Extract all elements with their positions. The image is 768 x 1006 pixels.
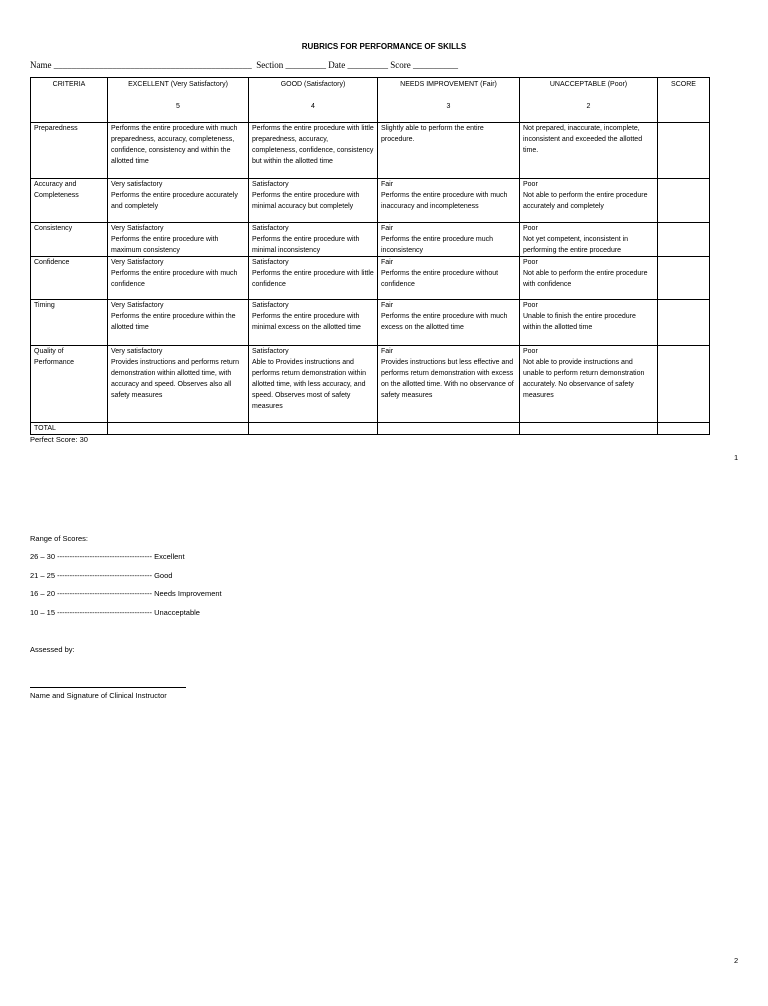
total-label: TOTAL [31,423,108,435]
score-cell[interactable] [658,223,710,257]
excellent-cell-text: Provides instructions and performs return demonstration within allotted time, with accuracy and speed. Observes also all safety measures [111,359,239,399]
assessed-by-label: Assessed by: [30,645,75,654]
needs-cell-text: Performs the entire procedure much inconsistency [381,236,494,254]
unacceptable-cell-text: Poor [523,348,538,355]
score-cell[interactable] [658,123,710,179]
unacceptable-cell [520,300,658,346]
good-cell-text: Satisfactory [252,259,289,266]
rubric-row [31,223,710,257]
good-cell [249,179,378,223]
criteria-cell: Accuracy and Completeness [31,179,108,223]
document-title: RUBRICS FOR PERFORMANCE OF SKILLS [301,42,467,51]
header-criteria: CRITERIA [31,78,108,123]
needs-cell [378,123,520,179]
page-number-1: 1 [734,453,739,462]
good-cell-text: Performs the entire procedure with minimal excess on the allotted time [252,313,361,331]
unacceptable-cell-text: Poor [523,225,538,232]
total-score-cell[interactable] [658,423,710,435]
rubric-row [31,257,710,300]
needs-cell-text: Fair [381,181,394,188]
excellent-cell-text: Very satisfactory [111,348,163,355]
good-cell-text: Satisfactory [252,181,289,188]
good-cell [249,223,378,257]
excellent-cell [108,257,249,300]
unacceptable-cell [520,179,658,223]
needs-cell [378,257,520,300]
good-cell [249,346,378,423]
signature-line [30,687,186,688]
score-cell[interactable] [658,300,710,346]
total-empty-cell [520,423,658,435]
needs-cell [378,300,520,346]
good-cell-text: Able to Provides instructions and performs return demonstration within allotted time, with less accuracy, and speed. Observes most of safety measures [252,359,366,410]
needs-cell [378,179,520,223]
excellent-cell-text: Performs the entire procedure with much preparedness, accuracy, completeness, confidence, consistency and within the allotted time [111,125,238,165]
needs-cell [378,223,520,257]
score-value-2: 2 [586,103,591,110]
range-of-scores-title: Range of Scores: [30,534,88,543]
good-cell-text: Satisfactory [252,348,289,355]
excellent-cell-text: Very Satisfactory [111,302,164,309]
good-cell-text: Performs the entire procedure with little preparedness, accuracy, completeness, confidence, consistency but within the allotted time [252,125,374,165]
header-good: GOOD (Satisfactory) 4 [249,78,378,123]
rubric-row [31,179,710,223]
good-cell-text: Satisfactory [252,302,289,309]
header-needs-improvement: NEEDS IMPROVEMENT (Fair) 3 [378,78,520,123]
excellent-cell-text: Performs the entire procedure with maximum consistency [111,236,219,254]
criteria-cell: Quality of Performance [31,346,108,423]
unacceptable-cell-text: Poor [523,302,538,309]
range-needs-improvement: 16 – 20 -------------------------------------- Needs Improvement [30,589,222,598]
unacceptable-cell-text: Poor [523,181,538,188]
rubric-row [31,123,710,179]
unacceptable-cell-text: Not yet competent, inconsistent in performing the entire procedure [523,236,629,254]
name-section-date-score-line: Name ____________________________________________ Section _________ Date _________ Score __________ [30,60,458,70]
total-empty-cell [108,423,249,435]
excellent-cell [108,346,249,423]
excellent-cell-text: Very Satisfactory [111,225,164,232]
good-cell-text: Satisfactory [252,225,289,232]
total-empty-cell [378,423,520,435]
excellent-cell-text: Very Satisfactory [111,259,164,266]
needs-cell-text: Fair [381,225,394,232]
excellent-cell [108,179,249,223]
rubric-row [31,300,710,346]
criteria-cell: Confidence [31,257,108,300]
signature-label: Name and Signature of Clinical Instructor [30,691,167,700]
needs-cell-text: Performs the entire procedure with much inaccuracy and incompleteness [381,192,508,210]
unacceptable-cell-text: Not able to provide instructions and unable to perform return demonstration accurately. No observance of safety measures [523,359,645,399]
unacceptable-cell [520,223,658,257]
excellent-cell [108,223,249,257]
good-cell-text: Performs the entire procedure with minimal inconsistency [252,236,360,254]
needs-cell [378,346,520,423]
header-row [31,78,710,123]
unacceptable-cell-text: Not able to perform the entire procedure accurately and completely [523,192,648,210]
unacceptable-cell-text: Not prepared, inaccurate, incomplete, inconsistent and exceeded the allotted time. [523,125,643,154]
total-empty-cell [249,423,378,435]
range-unacceptable: 10 – 15 -------------------------------------- Unacceptable [30,608,200,617]
criteria-cell: Timing [31,300,108,346]
rubric-table [30,77,710,435]
unacceptable-cell-text: Unable to finish the entire procedure within the allotted time [523,313,636,331]
needs-cell-text: Fair [381,348,394,355]
header-unacceptable: UNACCEPTABLE (Poor) 2 [520,78,658,123]
unacceptable-cell-text: Poor [523,259,538,266]
good-cell [249,300,378,346]
good-cell-text: Performs the entire procedure with minimal accuracy but completely [252,192,360,210]
excellent-cell [108,123,249,179]
needs-cell-text: Performs the entire procedure with much excess on the allotted time [381,313,508,331]
excellent-cell [108,300,249,346]
excellent-cell-text: Performs the entire procedure with much confidence [111,270,238,288]
excellent-cell-text: Very satisfactory [111,181,163,188]
excellent-cell-text: Performs the entire procedure accurately and completely [111,192,238,210]
score-value-5: 5 [176,103,180,110]
needs-cell-text: Fair [381,259,394,266]
score-cell[interactable] [658,179,710,223]
unacceptable-cell [520,346,658,423]
score-value-3: 3 [446,103,451,110]
good-cell [249,257,378,300]
total-row [31,423,710,435]
score-cell[interactable] [658,257,710,300]
good-cell-text: Performs the entire procedure with little confidence [252,270,374,288]
criteria-cell: Preparedness [31,123,108,179]
header-excellent: EXCELLENT (Very Satisfactory) 5 [108,78,249,123]
needs-cell-text: Slightly able to perform the entire procedure. [381,125,484,143]
rubric-row [31,346,710,423]
page-number-2: 2 [734,956,739,965]
unacceptable-cell [520,257,658,300]
needs-cell-text: Performs the entire procedure without confidence [381,270,499,288]
needs-cell-text: Provides instructions but less effective and performs return demonstration with excess on the allotted time. With no observance of safety measures [381,359,514,399]
unacceptable-cell [520,123,658,179]
criteria-cell: Consistency [31,223,108,257]
good-cell [249,123,378,179]
needs-cell-text: Fair [381,302,394,309]
score-cell[interactable] [658,346,710,423]
excellent-cell-text: Performs the entire procedure within the allotted time [111,313,236,331]
unacceptable-cell-text: Not able to perform the entire procedure with confidence [523,270,648,288]
range-excellent: 26 – 30 -------------------------------------- Excellent [30,552,185,561]
perfect-score: Perfect Score: 30 [30,435,88,444]
range-good: 21 – 25 -------------------------------------- Good [30,571,173,580]
header-score: SCORE [658,78,710,123]
score-value-4: 4 [311,103,315,110]
